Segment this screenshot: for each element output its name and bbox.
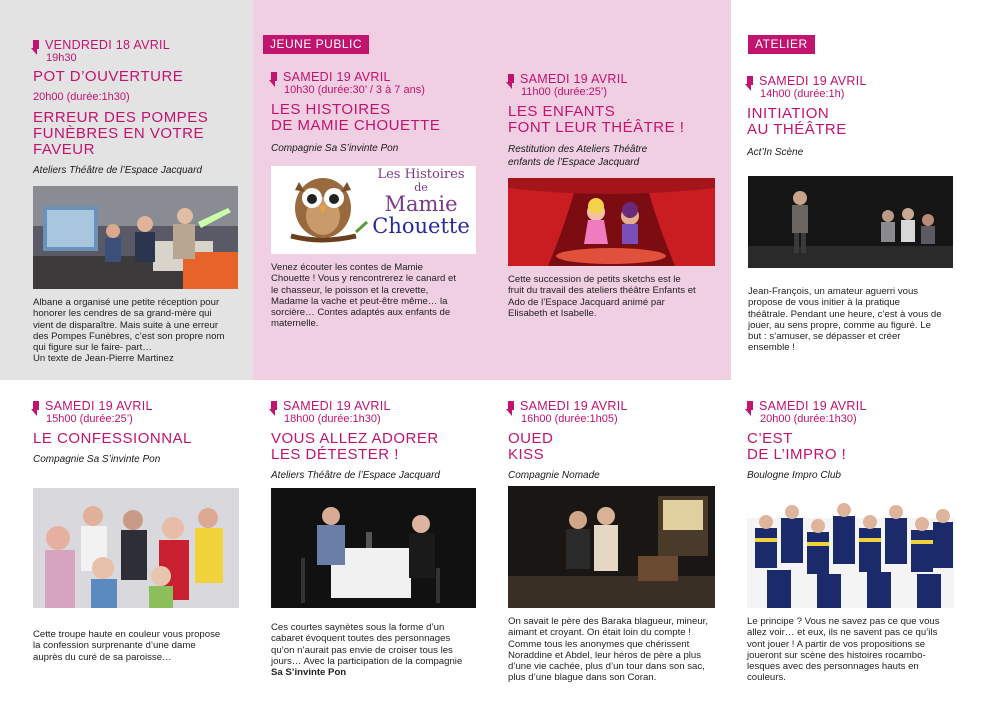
event-date: SAMEDI 19 AVRIL: [759, 399, 867, 413]
event-time: 19h30: [46, 52, 77, 64]
event-description: Venez écouter les contes de Mamie Chouette ! Vous y rencontrerez le canard et le chasseur, le poisson et la crevette, Madame la vache et peut-être même… la sorcière… Contes adaptés aux enfants de maternelle.: [271, 262, 457, 330]
event-photo: [33, 186, 238, 289]
event-card-enfants-theatre: [508, 72, 718, 169]
event-description: Jean-François, un amateur aguerri vous propose de vous initier à la pratique théâtrale. Pendant une heure, c’est à vous de jouer, au sens propre, comme au figuré. Le but : s’amuser, se dépasser et créer ensemble !: [748, 286, 942, 354]
event-photo: [33, 488, 239, 608]
event-photo: [748, 176, 953, 268]
event-title: POT D’OUVERTURE: [33, 68, 184, 85]
event-date: SAMEDI 19 AVRIL: [45, 399, 153, 413]
event-date: SAMEDI 19 AVRIL: [520, 72, 628, 86]
event-photo: [271, 488, 476, 608]
event-title: OUED KISS: [508, 430, 554, 463]
event-time: 14h00 (durée:1h): [760, 88, 845, 100]
event-company: Compagnie Nomade: [508, 470, 600, 481]
event-card-initiation-theatre: [747, 74, 957, 159]
event-description: Cette succession de petits sketchs est le fruit du travail des ateliers théâtre Enfants et Ado de l’Espace Jacquard animé par Elisabeth et Isabelle.: [508, 274, 696, 319]
event-company: Act’In Scène: [747, 147, 804, 158]
event-company: Ateliers Théâtre de l’Espace Jacquard: [271, 470, 440, 481]
event-time: 11h00 (durée:25’): [521, 86, 608, 98]
event-card-confessionnal: [33, 399, 243, 466]
event-title: INITIATION AU THÉÂTRE: [747, 105, 847, 138]
event-time: 20h00 (durée:1h30): [760, 413, 857, 425]
event-title: C’EST DE L’IMPRO !: [747, 430, 847, 463]
event-card-impro: [747, 399, 957, 482]
event-title: LE CONFESSIONNAL: [33, 430, 192, 447]
event-date: SAMEDI 19 AVRIL: [759, 74, 867, 88]
logo-text: Les Histoires de Mamie Chouette: [372, 167, 470, 238]
event-title-second: ERREUR DES POMPES FUNÈBRES EN VOTRE FAVEUR: [33, 109, 209, 158]
event-photo: [508, 486, 715, 608]
event-time: 15h00 (durée:25’): [46, 413, 133, 425]
event-company: Compagnie Sa S’invinte Pon: [271, 143, 399, 154]
event-card-histoires-mamie-chouette: [271, 70, 481, 155]
event-time-second: 20h00 (durée:1h30): [33, 91, 130, 103]
mamie-chouette-logo: [271, 166, 476, 254]
event-time: 18h00 (durée:1h30): [284, 413, 381, 425]
event-photo: [747, 488, 954, 608]
tag-atelier: ATELIER: [748, 35, 815, 54]
event-description: Le principe ? Vous ne savez pas ce que vous allez voir… et eux, ils ne savent pas ce qu’ils vont jouer ! A partir de vos propositions se joueront sur scène des histoires rocambo- lesques avec des personnages hauts en couleurs.: [747, 616, 940, 684]
event-date: SAMEDI 19 AVRIL: [520, 399, 628, 413]
event-date: SAMEDI 19 AVRIL: [283, 399, 391, 413]
event-company: Ateliers Théâtre de l’Espace Jacquard: [33, 165, 202, 176]
event-time: 16h00 (durée:1h05): [521, 413, 618, 425]
event-date: VENDREDI 18 AVRIL: [45, 38, 171, 52]
tag-jeune-public: JEUNE PUBLIC: [263, 35, 369, 54]
event-title: VOUS ALLEZ ADORER LES DÉTESTER !: [271, 430, 439, 463]
event-company: Compagnie Sa S’invinte Pon: [33, 454, 161, 465]
event-card-vous-allez-adorer: [271, 399, 481, 482]
event-description: Ces courtes saynètes sous la forme d’un cabaret évoquent toutes des personnages qu’on n’aurait pas envie de croiser tous les jours… Avec la participation de la compagnie Sa S’invinte Pon: [271, 622, 463, 679]
event-illustration: [508, 178, 715, 266]
event-title: LES ENFANTS FONT LEUR THÉÂTRE !: [508, 103, 685, 136]
event-description: On savait le père des Baraka blagueur, mineur, aimant et croyant. On était loin du compte ! Comme tous les anonymes que chérissent Noraddine et Abdel, leur héros de père a plus d’une vie cachée, plus d’un tour dans son sac, plus d’une blague dans son Coran.: [508, 616, 708, 684]
event-time: 10h30 (durée:30’ / 3 à 7 ans): [284, 84, 425, 96]
event-description: Albane a organisé une petite réception pour honorer les cendres de sa grand-mère qui vient de disparaître. Mais suite à une erreur des Pompes Funèbres, c’est son propre nom qui figure sur le faire- part… Un texte de Jean-Pierre Martinez: [33, 297, 225, 365]
event-card-pot-ouverture: [33, 38, 243, 177]
event-company: Restitution des Ateliers Théâtre enfants de l’Espace Jacquard: [508, 144, 648, 168]
event-title: LES HISTOIRES DE MAMIE CHOUETTE: [271, 101, 441, 134]
event-card-oued-kiss: [508, 399, 718, 482]
event-company: Boulogne Impro Club: [747, 470, 841, 481]
event-date: SAMEDI 19 AVRIL: [283, 70, 391, 84]
event-description: Cette troupe haute en couleur vous propose la confession surprenante d’une dame auprès du curé de sa paroisse…: [33, 629, 221, 663]
